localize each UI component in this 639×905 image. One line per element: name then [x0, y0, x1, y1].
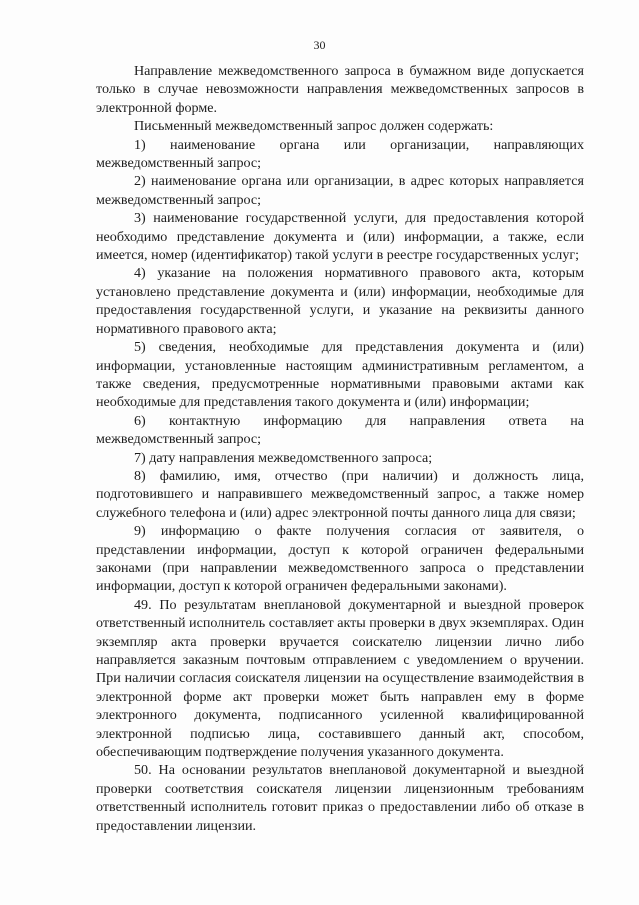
clause-50: 50. На основании результатов внеплановой документарной и выездной проверки соответствия соискателя лицензии лицензионным требованиям ответственный исполнитель готовит приказ о предоставлении либо об отказе в предоставлении лицензии.: [96, 762, 584, 834]
page-number: 30: [313, 38, 326, 52]
clause-49: 49. По результатам внеплановой документарной и выездной проверок ответственный исполнитель составляет акты проверки в двух экземплярах. Один экземпляр акта проверки вручается соискателю лицензии лично либо направляется заказным почтовым отправлением с уведомлением о вручении. При наличии согласия соискателя лицензии на осуществление взаимодействия в электронной форме акт проверки может быть направлен ему в форме электронного документа, подписанного усиленной квалифицированной электронной подписью лица, составившего данный акт, способом, обеспечивающим подтверждение получения указанного документа.: [96, 596, 584, 761]
document-body: [96, 62, 584, 835]
list-item-4: 4) указание на положения нормативного правового акта, которым установлено представление документа и (или) информации, необходимые для предоставления государственной услуги, и указание на реквизиты данного нормативного правового акта;: [96, 265, 584, 337]
list-item-9: 9) информацию о факте получения согласия от заявителя, о представлении информации, доступ к которой ограничен федеральными законами (при направлении межведомственного запроса о представлении информации, доступ к которой ограничен федеральными законами).: [96, 523, 584, 595]
paragraph-written-request-contents: Письменный межведомственный запрос должен содержать:: [134, 118, 494, 135]
list-item-1: 1) наименование органа или организации, направляющих межведомственный запрос;: [96, 136, 584, 172]
list-item-6: 6) контактную информацию для направления ответа на межведомственный запрос;: [96, 412, 584, 448]
list-item-3: 3) наименование государственной услуги, для предоставления которой необходимо представление документа и (или) информации, а также, если имеется, номер (идентификатор) такой услуги в реестре государственных услуг;: [96, 210, 584, 264]
paragraph-paper-request-note: Направление межведомственного запроса в бумажном виде допускается только в случае невозможности направления межведомственных запросов в электронной форме.: [96, 63, 584, 116]
list-item-5: 5) сведения, необходимые для представления документа и (или) информации, установленные настоящим административным регламентом, а также сведения, предусмотренные нормативными правовыми актами как необходимые для представления такого документа и (или) информации;: [96, 339, 584, 411]
list-item-2: 2) наименование органа или организации, в адрес которых направляется межведомственный запрос;: [96, 173, 584, 208]
list-item-8: 8) фамилию, имя, отчество (при наличии) и должность лица, подготовившего и направившего межведомственный запрос, а также номер служебного телефона и (или) адрес электронной почты данного лица для связи;: [96, 467, 584, 521]
list-item-7: 7) дату направления межведомственного запроса;: [134, 449, 433, 466]
